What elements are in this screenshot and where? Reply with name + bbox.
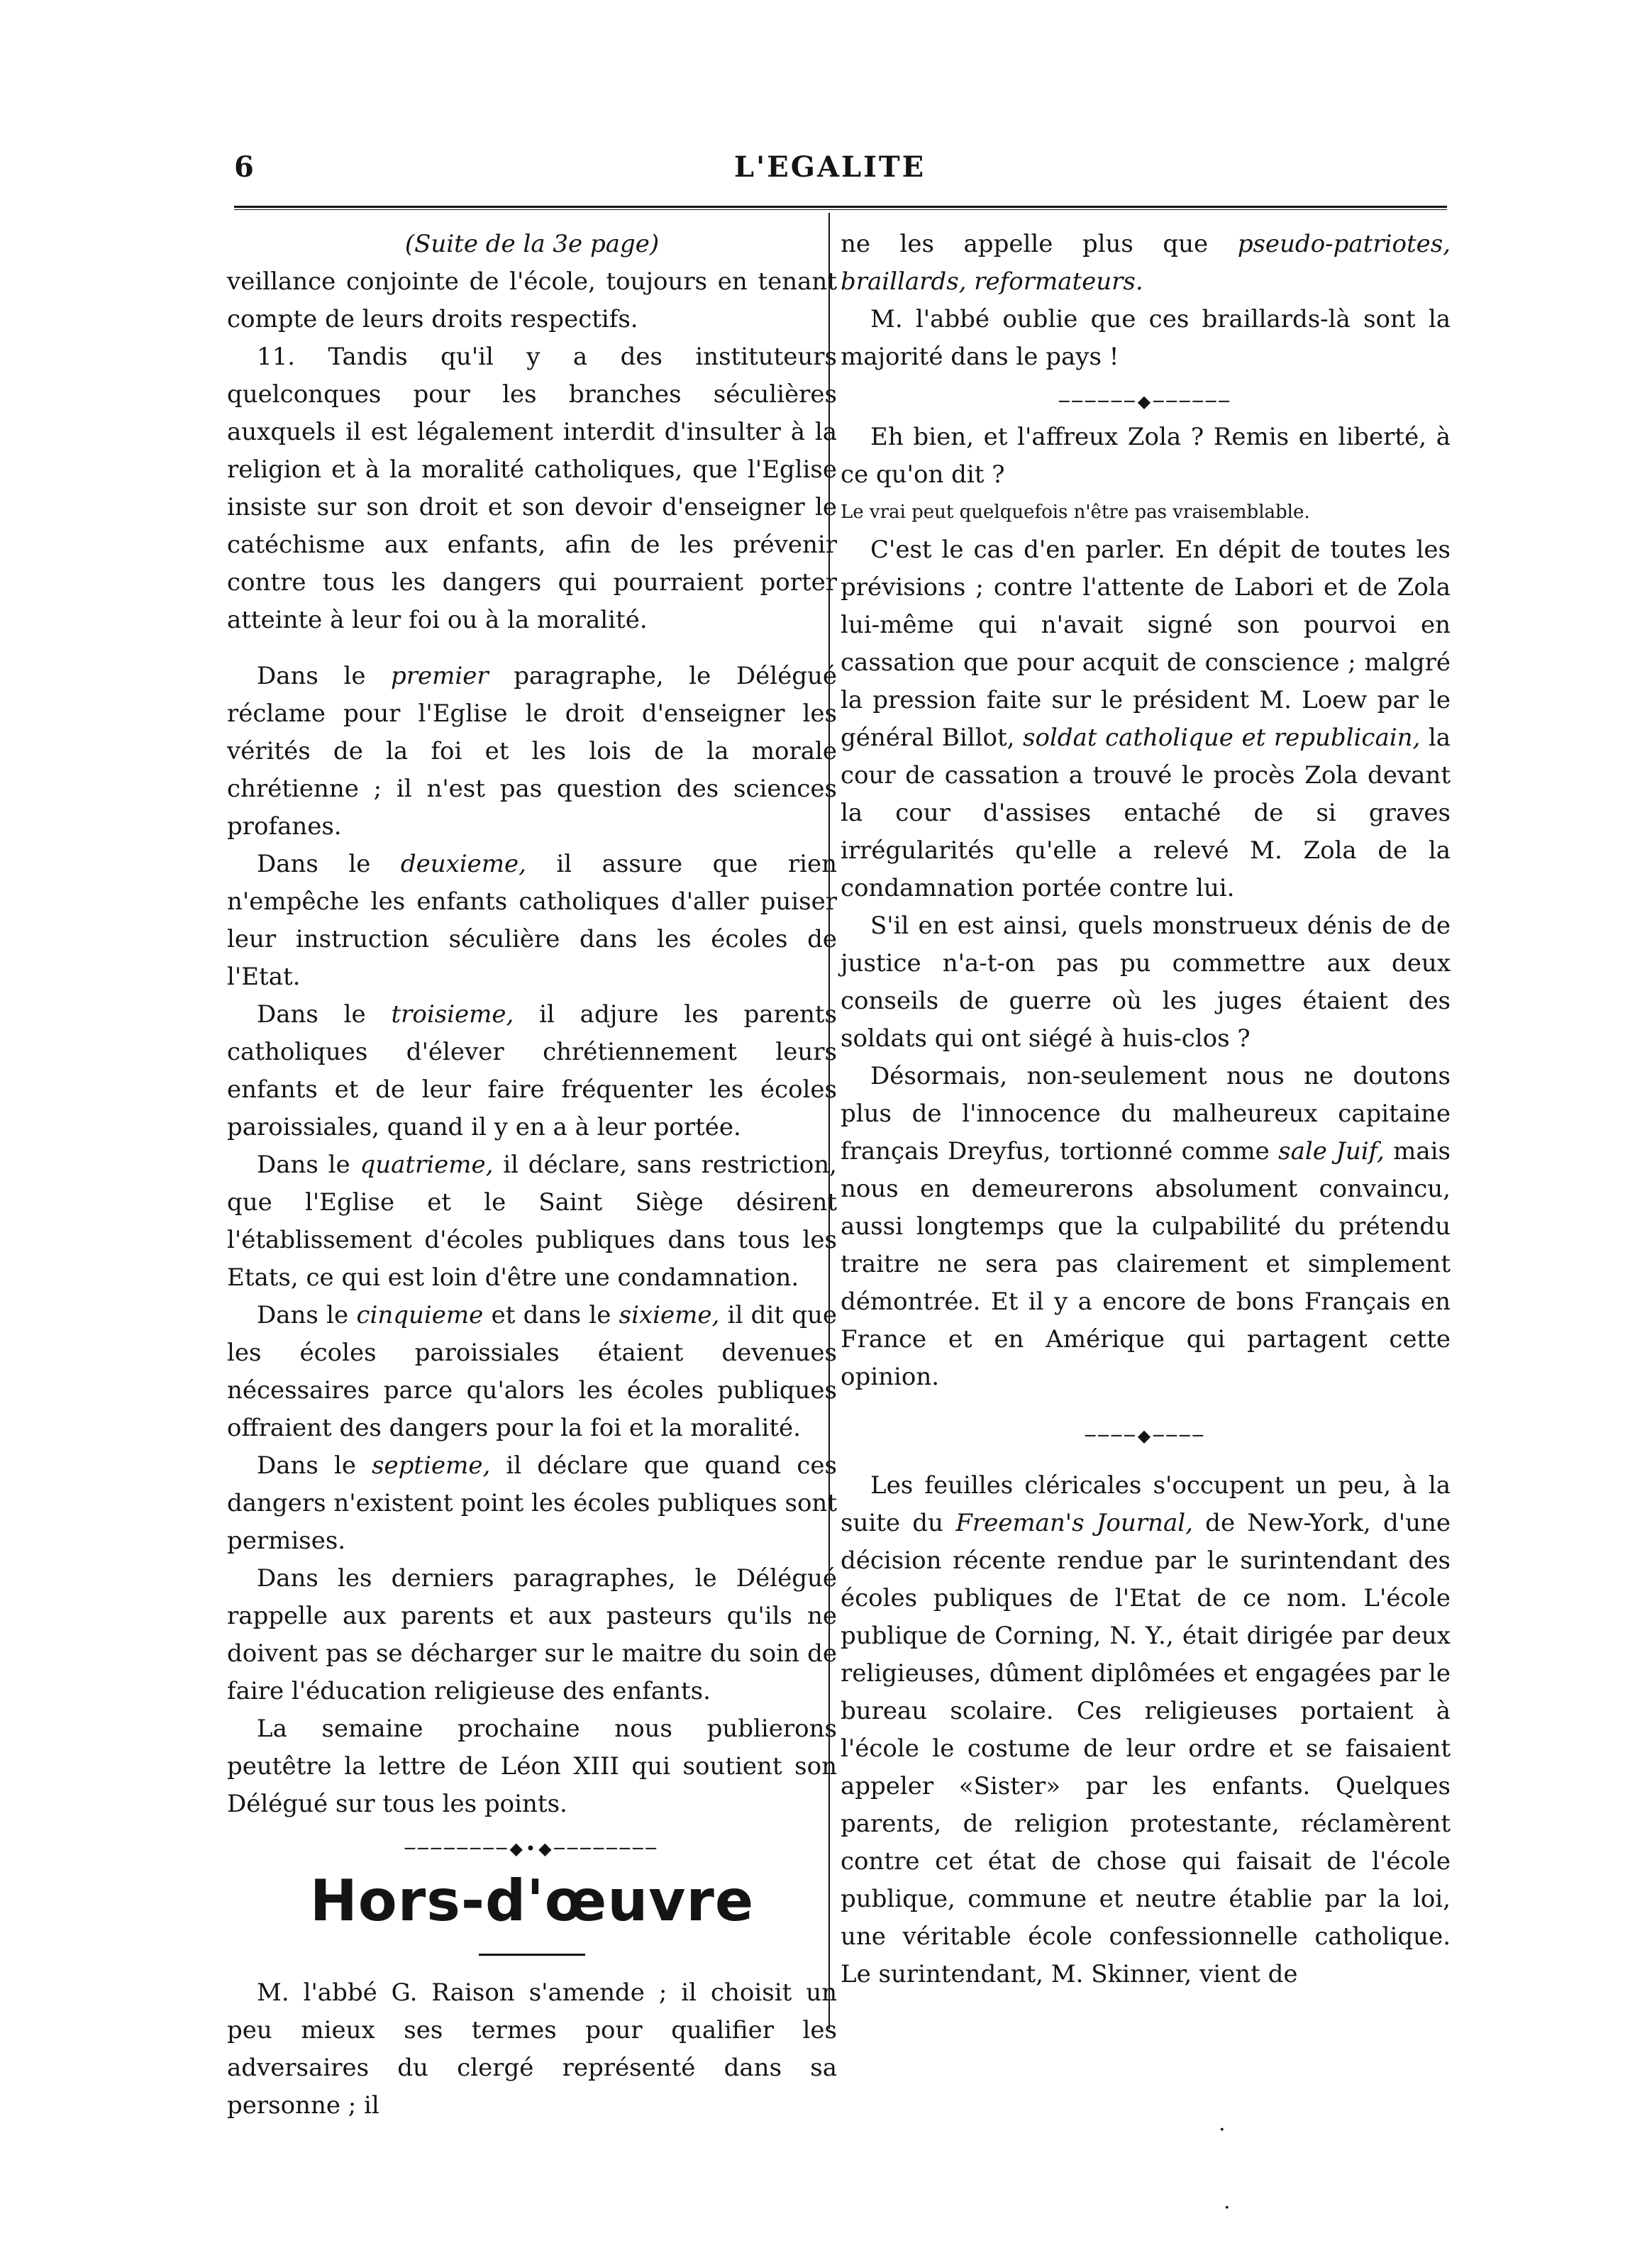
- right-column: [841, 226, 1451, 1993]
- emphasis: sixieme,: [619, 1301, 720, 1329]
- text: il assure que rien n'empêche les enfants catholiques d'aller puiser leur instruction séculière dans les écoles de l'Etat.: [227, 850, 837, 991]
- paragraph: 11. Tandis qu'il y a des instituteurs quelconques pour les branches séculières auxquels il est légalement interdit d'insulter à la religion et à la moralité catholiques, que l'Eglise insiste sur son droit et son devoir d'enseigner le catéchisme aux enfants, afin de les prévenir contre tous les dangers qui pourraient porter atteinte à leur foi ou à la moralité.: [227, 343, 837, 634]
- header-rule: [234, 206, 1447, 210]
- paragraph: [227, 1447, 837, 1560]
- emphasis: sale Juif,: [1278, 1137, 1385, 1166]
- section-title: Hors-d'œuvre: [309, 1868, 755, 1934]
- masthead: L'EGALITE: [733, 150, 926, 184]
- text: de New-York, d'une décision récente rendue par le surintendant des écoles publiques de l'Etat de ce nom. L'école publique de Corning, N. Y., était dirigée par deux religieuses, dûment diplômées et engagées par le bureau scolaire. Ces religieuses portaient à l'école le costume de leur ordre et se faisaient appeler «Sister» par les enfants. Quelques parents, de religion protestante, réclamèrent contre cet état de chose qui faisait de l'école publique, commune et neutre établie par la loi, une véritable école confessionnelle catholique. Le surintendant, M. Skinner, vient de: [841, 1509, 1451, 1988]
- text: Dans le: [257, 850, 401, 878]
- text: mais nous en demeurerons absolument convaincu, aussi longtemps que la culpabilité du prétendu traitre ne sera pas clairement et simplement démontrée. Et il y a encore de bons Français en France et en Amérique qui partagent cette opinion.: [841, 1137, 1451, 1391]
- text: Désormais, non-seulement nous ne doutons plus de l'innocence du malheureux capitaine français Dreyfus, tortionné comme: [841, 1062, 1451, 1166]
- paragraph: [841, 226, 1451, 301]
- paragraph: Eh bien, et l'affreux Zola ? Remis en liberté, à ce qu'on dit ?: [841, 423, 1451, 489]
- emphasis: septieme,: [372, 1451, 491, 1480]
- emphasis: Freeman's Journal,: [955, 1509, 1193, 1537]
- paragraph: [227, 658, 837, 846]
- text: Dans le: [257, 1151, 360, 1179]
- text: et dans le: [483, 1301, 619, 1329]
- short-rule: [479, 1954, 585, 1956]
- paragraph: veillance conjointe de l'école, toujours en tenant compte de leurs droits respectifs.: [227, 267, 837, 333]
- paragraph: La semaine prochaine nous publierons peutêtre la lettre de Léon XIII qui soutient son Délégué sur tous les points.: [227, 1715, 837, 1818]
- text: Dans le: [257, 662, 392, 690]
- ornament-divider: ──────◆──────: [1059, 392, 1232, 411]
- emphasis: deuxieme,: [400, 850, 526, 878]
- paragraph: [841, 531, 1451, 907]
- text: Dans le: [257, 1301, 357, 1329]
- emphasis: quatrieme,: [360, 1151, 494, 1179]
- paragraph: [227, 1297, 837, 1447]
- text: Dans le: [257, 1451, 372, 1480]
- emphasis: troisieme,: [391, 1000, 514, 1029]
- paragraph: Dans les derniers paragraphes, le Délégué rappelle aux parents et aux pasteurs qu'ils ne doivent pas se décharger sur le maitre du soin de faire l'éducation religieuse des enfants.: [227, 1564, 837, 1705]
- text: il déclare, sans restriction, que l'Eglise et le Saint Siège désirent l'établissement d'écoles publiques dans tous les Etats, ce qui est loin d'être une condamnation.: [227, 1151, 837, 1292]
- paragraph: M. l'abbé G. Raison s'amende ; il choisit un peu mieux ses termes pour qualifier les adversaires du clergé représenté dans sa personne ; il: [227, 1978, 837, 2120]
- text: ne les appelle plus que: [841, 230, 1238, 258]
- emphasis: soldat catholique et republicain,: [1023, 724, 1421, 752]
- ornament-divider: ────◆────: [1085, 1426, 1207, 1446]
- emphasis: pseudo-patriotes, braillards, reformateurs.: [841, 230, 1451, 296]
- paragraph: [841, 1058, 1451, 1396]
- paragraph: [227, 1146, 837, 1297]
- paragraph: [227, 846, 837, 996]
- paragraph: [227, 996, 837, 1146]
- text: il déclare que quand ces dangers n'existent point les écoles publiques sont permises.: [227, 1451, 837, 1555]
- text: il dit que les écoles paroissiales étaient devenues nécessaires parce qu'alors les écoles publiques offraient des dangers pour la foi et la moralité.: [227, 1301, 837, 1442]
- emphasis: cinquieme: [356, 1301, 484, 1329]
- paragraph: M. l'abbé oublie que ces braillards-là sont la majorité dans le pays !: [841, 305, 1451, 371]
- text: C'est le cas d'en parler. En dépit de toutes les prévisions ; contre l'attente de Labori et de Zola lui-même qui n'avait signé son pourvoi en cassation que pour acquit de conscience ; malgré la pression faite sur le président M. Loew par le général Billot,: [841, 536, 1451, 752]
- text: la cour de cassation a trouvé le procès Zola devant la cour d'assises entaché de si graves irrégularités qu'elle a relevé M. Zola de la condamnation portée contre lui.: [841, 724, 1451, 902]
- page-number: 6: [234, 150, 254, 184]
- text: Dans le: [257, 1000, 392, 1029]
- emphasis: premier: [391, 662, 489, 690]
- ornament-divider: ────────◆•◆────────: [404, 1839, 660, 1859]
- continuation-note: (Suite de la 3e page): [404, 230, 660, 258]
- paragraph: S'il en est ainsi, quels monstrueux dénis de de justice n'a-t-on pas pu commettre aux deux conseils de guerre où les juges étaient des soldats qui ont siégé à huis-clos ?: [841, 912, 1451, 1053]
- speck-mark: ·: [1224, 2196, 1231, 2220]
- text: Les feuilles cléricales s'occupent un peu, à la suite du: [841, 1471, 1451, 1537]
- paragraph: [841, 1467, 1451, 1993]
- speck-mark: ·: [1219, 2118, 1226, 2142]
- text: il adjure les parents catholiques d'élever chrétiennement leurs enfants et de leur faire fréquenter les écoles paroissiales, quand il y en a à leur portée.: [227, 1000, 837, 1141]
- left-column: [227, 226, 837, 2125]
- quote-line: Le vrai peut quelquefois n'être pas vraisemblable.: [841, 502, 1310, 523]
- text: paragraphe, le Délégué réclame pour l'Eglise le droit d'enseigner les vérités de la foi et les lois de la morale chrétienne ; il n'est pas question des sciences profanes.: [227, 662, 837, 841]
